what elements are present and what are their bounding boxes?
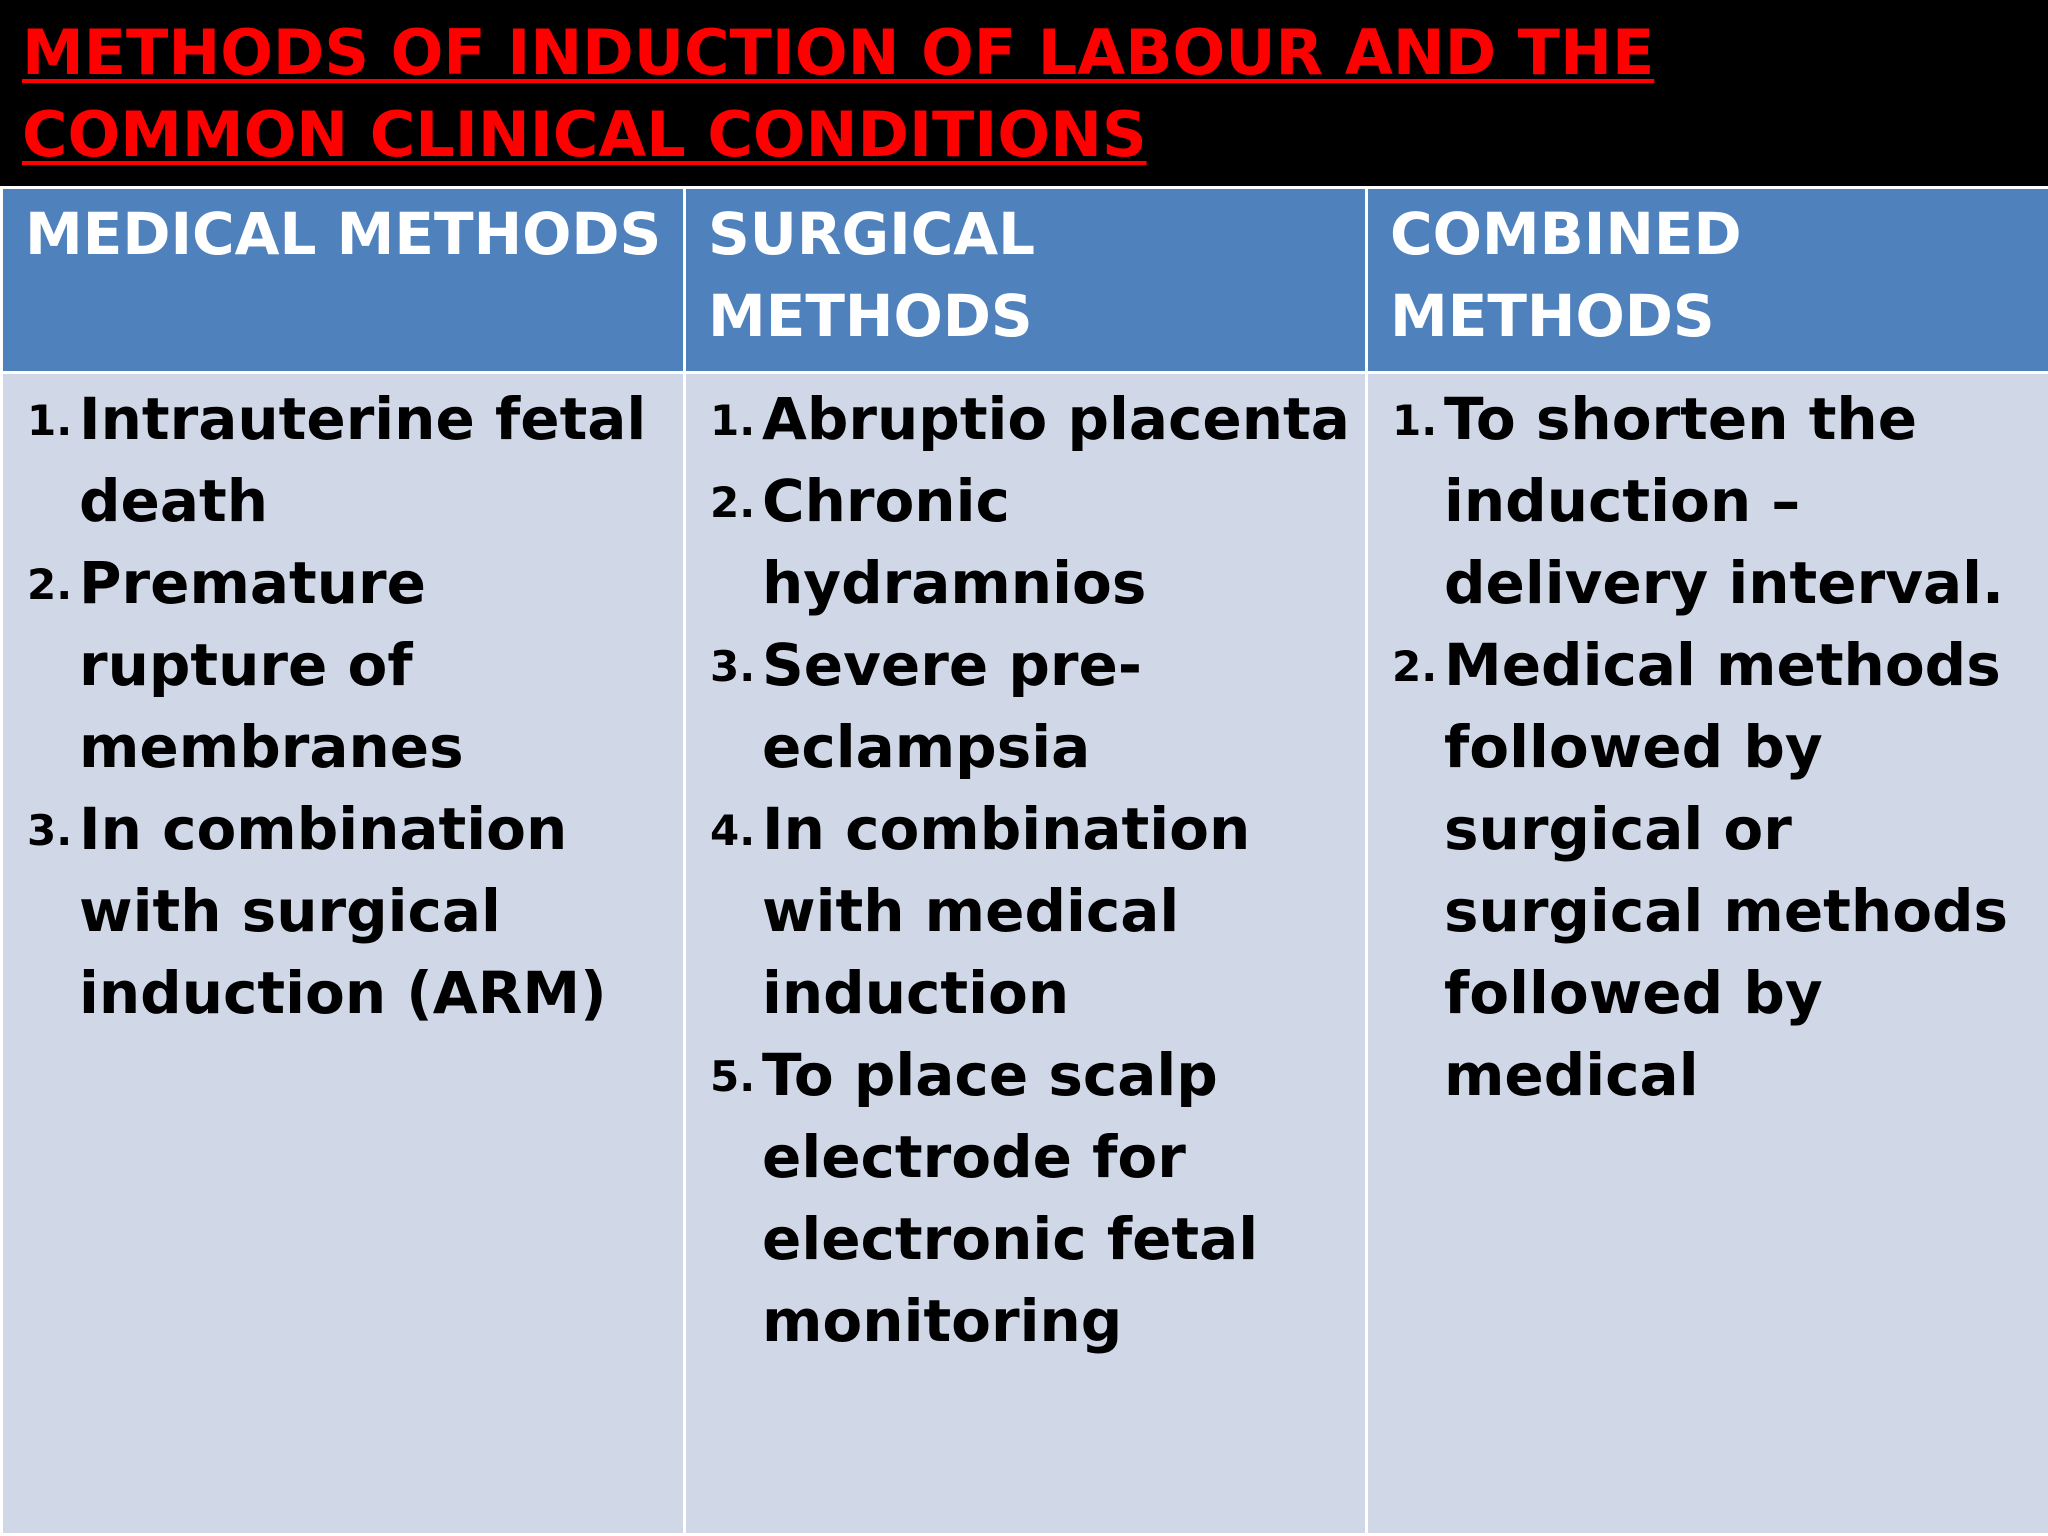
list-text: Abruptio placenta — [762, 385, 1350, 453]
slide-title: METHODS OF INDUCTION OF LABOUR AND THE COMMON CLINICAL CONDITIONS — [22, 16, 1655, 171]
list-text: In combination with surgical induction (ARM) — [79, 795, 607, 1027]
combined-methods-list — [1368, 378, 2048, 1116]
header-combined-methods: COMBINED METHODS — [1367, 188, 2048, 373]
header-medical-methods: MEDICAL METHODS — [2, 188, 685, 373]
table-body-row — [2, 373, 2048, 1535]
list-item — [686, 1034, 1365, 1362]
list-text: In combination with medical induction — [762, 795, 1251, 1027]
list-number: 1. — [1392, 396, 1438, 445]
list-item — [3, 788, 683, 1034]
list-text: Medical methods followed by surgical or surgical methods followed by medical — [1444, 631, 2009, 1109]
list-text: To shorten the induction – delivery interval. — [1444, 385, 2005, 617]
list-number: 3. — [27, 806, 73, 855]
surgical-methods-cell — [685, 373, 1367, 1535]
list-item — [686, 788, 1365, 1034]
list-item — [686, 624, 1365, 788]
list-number: 4. — [710, 806, 756, 855]
list-item — [1368, 378, 2048, 624]
list-text: Chronic hydramnios — [762, 467, 1147, 617]
combined-methods-cell — [1367, 373, 2048, 1535]
list-item — [1368, 624, 2048, 1116]
list-item — [3, 542, 683, 788]
list-number: 2. — [1392, 642, 1438, 691]
surgical-methods-list — [686, 378, 1365, 1362]
list-number: 3. — [710, 642, 756, 691]
list-text: Premature rupture of membranes — [79, 549, 464, 781]
list-number: 2. — [27, 560, 73, 609]
medical-methods-cell — [2, 373, 685, 1535]
list-text: Severe pre-eclampsia — [762, 631, 1142, 781]
methods-table — [0, 186, 2048, 1536]
list-number: 5. — [710, 1052, 756, 1101]
list-number: 2. — [710, 478, 756, 527]
list-item — [686, 378, 1365, 460]
list-text: To place scalp electrode for electronic fetal monitoring — [762, 1041, 1259, 1355]
header-surgical-methods: SURGICAL METHODS — [685, 188, 1367, 373]
table-header-row — [2, 188, 2048, 373]
list-number: 1. — [27, 396, 73, 445]
list-text: Intrauterine fetal death — [79, 385, 647, 535]
list-item — [686, 460, 1365, 624]
list-number: 1. — [710, 396, 756, 445]
medical-methods-list — [3, 378, 683, 1034]
list-item — [3, 378, 683, 542]
